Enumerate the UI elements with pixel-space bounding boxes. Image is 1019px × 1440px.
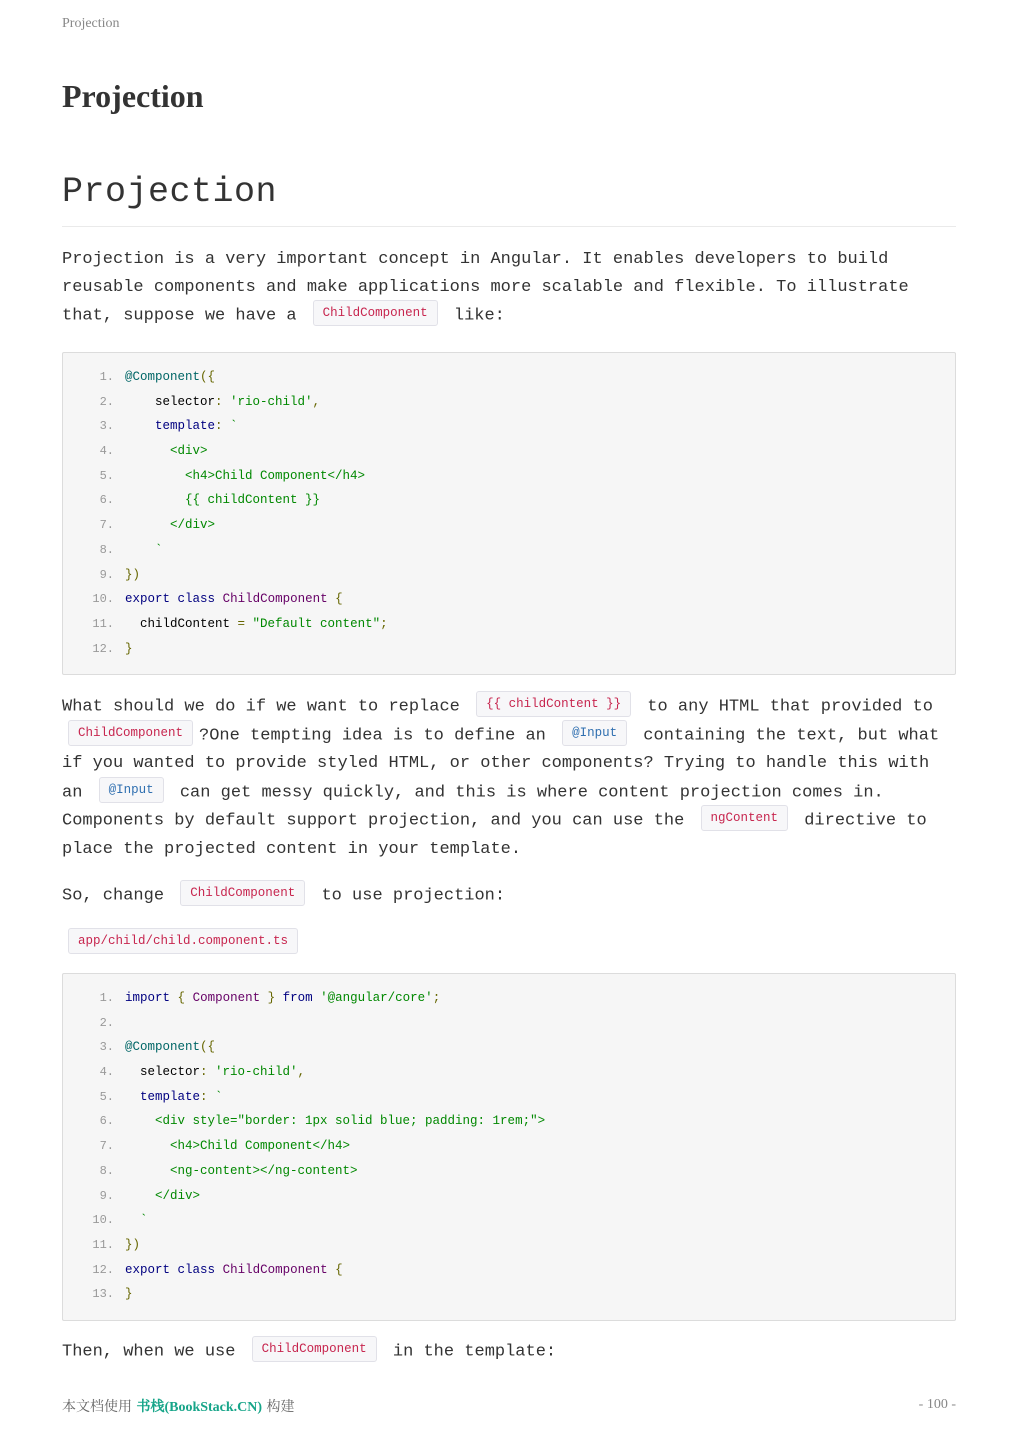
line-number: 1. [99, 370, 114, 384]
line-number: 11. [92, 1237, 114, 1252]
code-token [260, 991, 268, 1005]
line-number: 2. [99, 1015, 114, 1030]
code-token: { [335, 592, 343, 607]
line-number: 9. [99, 567, 114, 582]
code-content [125, 538, 163, 563]
usage-paragraph [62, 1338, 956, 1367]
code-token: import [125, 991, 171, 1005]
code-token: "Default content" [252, 616, 381, 631]
code-content [125, 513, 215, 538]
code-content [125, 1208, 148, 1233]
code-token [170, 592, 178, 606]
inline-code-childcomponent: ChildComponent [252, 1336, 377, 1362]
code-line [63, 1282, 955, 1307]
code-line [63, 986, 955, 1011]
code-token: ({ [200, 1040, 216, 1055]
explanation-text: containing the text, but what if you wanted to provide styled HTML, or other components? Trying to handle this with an [62, 726, 940, 803]
code-content [125, 1060, 305, 1085]
code-line [63, 488, 955, 513]
code-token: template [125, 419, 216, 434]
line-number: 5. [99, 468, 114, 483]
inline-code-ngcontent: ngContent [701, 805, 789, 831]
code-content [125, 1109, 545, 1134]
line-number: 5. [99, 1089, 114, 1104]
code-content [125, 1282, 133, 1307]
code-token: childContent [125, 616, 238, 631]
code-token: </div> [125, 1188, 201, 1203]
code-token: <ng-content></ng-content> [125, 1163, 358, 1178]
code-token [275, 991, 283, 1005]
running-header: Projection [62, 16, 120, 31]
code-content [125, 1134, 350, 1159]
code-content [125, 986, 440, 1011]
code-content [125, 365, 215, 390]
usage-text: in the template: [382, 1342, 557, 1362]
code-line [63, 1258, 955, 1283]
explanation-text: ?One tempting idea is to define an [199, 726, 557, 746]
section-heading: Projection [62, 172, 956, 227]
code-token: { [335, 1262, 343, 1277]
line-number: 7. [99, 518, 114, 533]
code-line [63, 513, 955, 538]
code-line [63, 365, 955, 390]
inline-code-input: @Input [99, 777, 164, 803]
explanation-text: can get messy quickly, and this is where content projection comes in. Components by default support projection, and you can use the [62, 783, 884, 831]
code-content [125, 1159, 358, 1184]
code-token: : [215, 419, 231, 434]
code-line [63, 414, 955, 439]
line-number: 13. [92, 1287, 114, 1302]
code-content [125, 464, 365, 489]
code-content [125, 1233, 140, 1258]
page-title: Projection [62, 78, 204, 114]
code-content [125, 439, 208, 464]
code-token: 'rio-child' [215, 1065, 298, 1080]
code-line [63, 1208, 955, 1233]
code-token [170, 1263, 178, 1277]
line-number: 9. [99, 1188, 114, 1203]
footer-credit [62, 1396, 295, 1416]
code-token: ` [230, 419, 238, 434]
code-token: export [125, 592, 171, 607]
code-token: <div> [125, 444, 208, 459]
code-token: </div> [125, 518, 216, 533]
explanation-text: What should we do if we want to replace [62, 697, 471, 717]
inline-code-childcomponent: ChildComponent [313, 300, 438, 326]
code-token: selector [125, 394, 216, 409]
code-line [63, 1085, 955, 1110]
code-token: : [200, 1089, 216, 1104]
code-token [185, 991, 193, 1005]
code-content [125, 1184, 200, 1209]
code-token [170, 991, 178, 1005]
code-token: <h4>Child Component</h4> [125, 468, 366, 483]
change-paragraph [62, 882, 956, 911]
line-number: 6. [99, 1114, 114, 1129]
code-token: template [125, 1089, 201, 1104]
line-number: 3. [99, 419, 114, 434]
inline-code-childcomponent: ChildComponent [180, 880, 305, 906]
code-token [215, 1263, 223, 1277]
intro-text-end: like: [443, 306, 505, 326]
code-token: 'rio-child' [230, 394, 313, 409]
code-line [63, 1035, 955, 1060]
code-token: , [297, 1065, 306, 1080]
code-line [63, 637, 955, 662]
code-content [125, 587, 343, 612]
code-token: ({ [200, 370, 216, 384]
line-number: 11. [92, 616, 114, 631]
code-token: { [177, 991, 186, 1005]
code-content [125, 488, 320, 513]
code-token [215, 592, 223, 606]
code-token [328, 592, 336, 606]
line-number: 12. [92, 641, 114, 656]
page-number: - 100 - [918, 1397, 956, 1412]
line-number: 4. [99, 444, 114, 459]
inline-code-childcomponent: ChildComponent [68, 720, 193, 746]
code-token: ` [125, 1213, 148, 1228]
line-number: 10. [92, 592, 114, 607]
explanation-text: directive to place the projected content in your template. [62, 811, 927, 859]
code-content [125, 414, 238, 439]
code-line [63, 464, 955, 489]
code-line [63, 587, 955, 612]
code-token: ; [380, 616, 388, 631]
code-line [63, 563, 955, 588]
explanation-paragraph [62, 693, 956, 864]
code-token: <h4>Child Component</h4> [125, 1139, 351, 1154]
code-token: }) [125, 567, 141, 582]
code-line [63, 1233, 955, 1258]
code-line [63, 538, 955, 563]
code-token: class [177, 1262, 216, 1277]
footer-suffix: 构建 [262, 1399, 295, 1415]
code-token: , [312, 394, 321, 409]
code-content [125, 1258, 343, 1283]
inline-code-childcontent: {{ childContent }} [476, 691, 631, 717]
code-token: ` [125, 542, 163, 557]
code-line [63, 1184, 955, 1209]
code-token: } [125, 641, 133, 656]
file-name-label: app/child/child.component.ts [68, 928, 298, 954]
line-number: 2. [99, 394, 114, 409]
code-token: from [282, 991, 313, 1005]
line-number: 8. [99, 542, 114, 557]
code-block-1 [62, 352, 956, 675]
code-line [63, 1159, 955, 1184]
code-token: <div style="border: 1px solid blue; padding: 1rem;"> [125, 1114, 546, 1129]
code-token: @Component [125, 370, 201, 384]
code-line [63, 1109, 955, 1134]
code-token: } [125, 1287, 133, 1302]
line-number: 1. [99, 991, 114, 1005]
code-content [125, 612, 388, 637]
code-line [63, 1134, 955, 1159]
code-token: : [215, 394, 231, 409]
code-line [63, 439, 955, 464]
code-content [125, 1035, 215, 1060]
code-content [125, 1085, 223, 1110]
intro-paragraph [62, 246, 956, 331]
code-block-2 [62, 973, 956, 1321]
code-token: ` [215, 1089, 223, 1104]
code-token: {{ childContent }} [125, 493, 321, 508]
code-line [63, 612, 955, 637]
code-token: }) [125, 1237, 141, 1252]
code-token: Component [192, 991, 261, 1005]
code-token: : [200, 1065, 216, 1080]
line-number: 7. [99, 1139, 114, 1154]
code-token: = [237, 616, 253, 631]
line-number: 12. [92, 1262, 114, 1277]
explanation-text: to any HTML that provided to [637, 697, 933, 717]
code-token: '@angular/core' [320, 991, 433, 1005]
code-content [125, 563, 140, 588]
change-text: So, change [62, 886, 175, 906]
line-number: 6. [99, 493, 114, 508]
code-line [63, 390, 955, 415]
code-line [63, 1060, 955, 1085]
usage-text: Then, when we use [62, 1342, 246, 1362]
code-token: ChildComponent [222, 592, 328, 607]
code-line [63, 1011, 955, 1036]
line-number: 4. [99, 1065, 114, 1080]
intro-text: Projection is a very important concept in Angular. It enables developers to build reusable components and make applications more scalable and flexible. To illustrate that, suppose we have a [62, 250, 909, 326]
footer-brand-link[interactable]: 书栈(BookStack.CN) [136, 1400, 263, 1415]
line-number: 10. [92, 1213, 114, 1228]
code-token: } [267, 991, 276, 1005]
line-number: 8. [99, 1163, 114, 1178]
code-token [328, 1263, 336, 1277]
footer-prefix: 本文档使用 [62, 1399, 137, 1415]
code-token: @Component [125, 1040, 201, 1055]
code-content [125, 390, 320, 415]
inline-code-input: @Input [562, 720, 627, 746]
change-text: to use projection: [311, 886, 506, 906]
line-number: 3. [99, 1040, 114, 1055]
code-token: ChildComponent [222, 1262, 328, 1277]
code-token: selector [125, 1065, 201, 1080]
code-token: export [125, 1262, 171, 1277]
code-token: class [177, 592, 216, 607]
code-content [125, 637, 133, 662]
code-token: ; [432, 991, 441, 1005]
